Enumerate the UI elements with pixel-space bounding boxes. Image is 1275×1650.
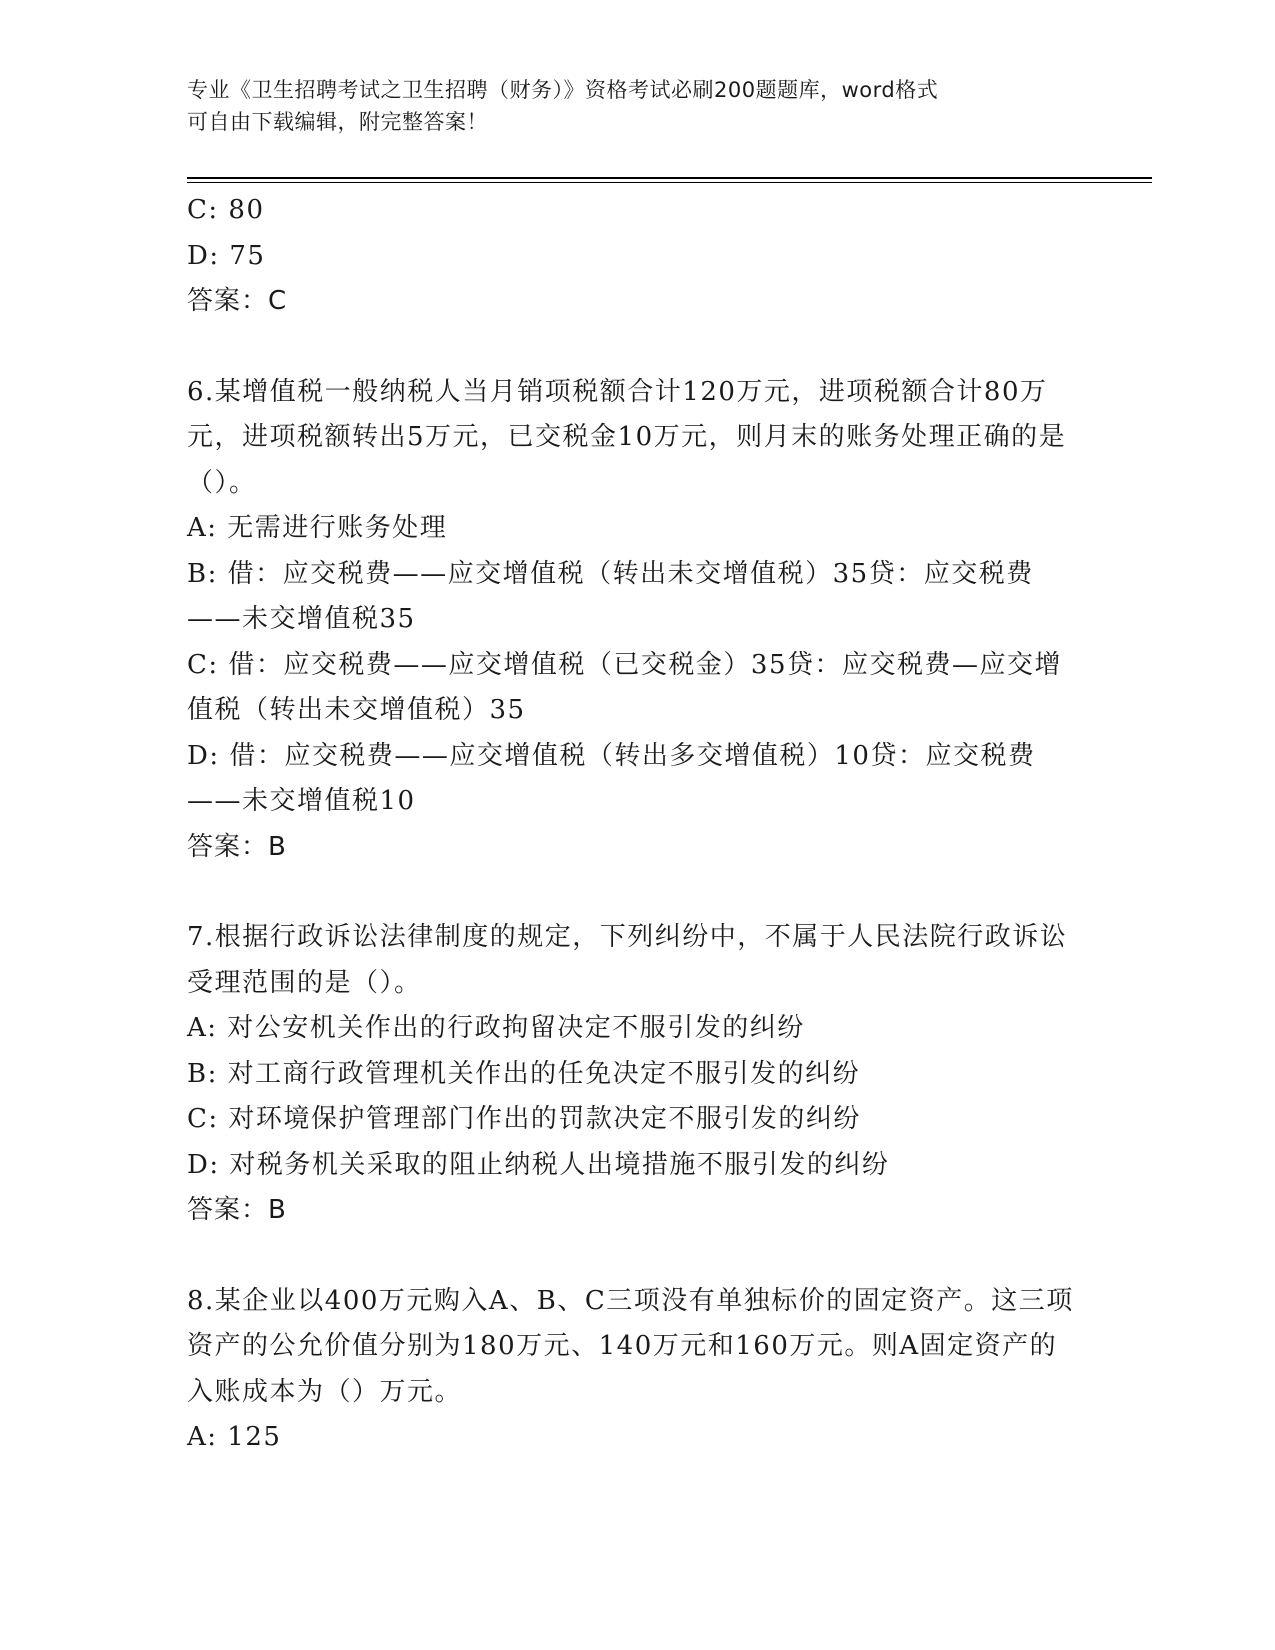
option-a: A: 无需进行账务处理 <box>187 513 448 543</box>
option-d: D: 借：应交税费——应交增值税（转出多交增值税）10贷：应交税费——未交增值税10 <box>187 740 1036 816</box>
question-8 <box>187 1279 1077 1461</box>
answer-line: 答案：C <box>187 286 288 316</box>
question-7 <box>187 915 1077 1234</box>
answer-line: 答案：B <box>187 831 287 862</box>
spacer <box>187 325 1077 370</box>
option-d: D: 对税务机关采取的阻止纳税人出境措施不服引发的纠纷 <box>187 1149 890 1180</box>
question-stem: 8.某企业以400万元购入A、B、C三项没有单独标价的固定资产。这三项资产的公允价值分别为180万元、140万元和160万元。则A固定资产的入账成本为（）万元。 <box>187 1285 1074 1407</box>
option-b: B: 对工商行政管理机关作出的任免决定不服引发的纠纷 <box>187 1058 861 1089</box>
question-5-tail <box>187 188 1077 325</box>
header-title-line-2: 可自由下载编辑，附完整答案！ <box>187 110 488 134</box>
answer-line: 答案：B <box>187 1195 287 1225</box>
option-d: D: 75 <box>187 240 266 271</box>
option-a: A: 对公安机关作出的行政拘留决定不服引发的纠纷 <box>187 1013 805 1043</box>
header-divider-thick <box>187 177 1152 179</box>
header-title-line-1: 专业《卫生招聘考试之卫生招聘（财务）》资格考试必刷200题题库，word格式 <box>187 78 939 102</box>
question-stem: 6.某增值税一般纳税人当月销项税额合计120万元，进项税额合计80万元，进项税额转出5万元，已交税金10万元，则月末的账务处理正确的是（）。 <box>187 376 1067 498</box>
page-header <box>187 74 1067 138</box>
header-divider-thin <box>187 182 1152 183</box>
spacer <box>187 870 1077 915</box>
option-c: C: 对环境保护管理部门作出的罚款决定不服引发的纠纷 <box>187 1104 861 1134</box>
option-a: A: 125 <box>187 1422 282 1452</box>
question-stem: 7.根据行政诉讼法律制度的规定，下列纠纷中，不属于人民法院行政诉讼受理范围的是（）。 <box>187 922 1068 998</box>
option-b: B: 借：应交税费——应交增值税（转出未交增值税）35贷：应交税费——未交增值税35 <box>187 558 1034 634</box>
option-c: C: 80 <box>187 195 265 225</box>
question-6 <box>187 370 1077 871</box>
option-c: C: 借：应交税费——应交增值税（已交税金）35贷：应交税费—应交增值税（转出未交增值税）35 <box>187 649 1063 725</box>
document-body <box>187 188 1077 1461</box>
spacer <box>187 1234 1077 1279</box>
